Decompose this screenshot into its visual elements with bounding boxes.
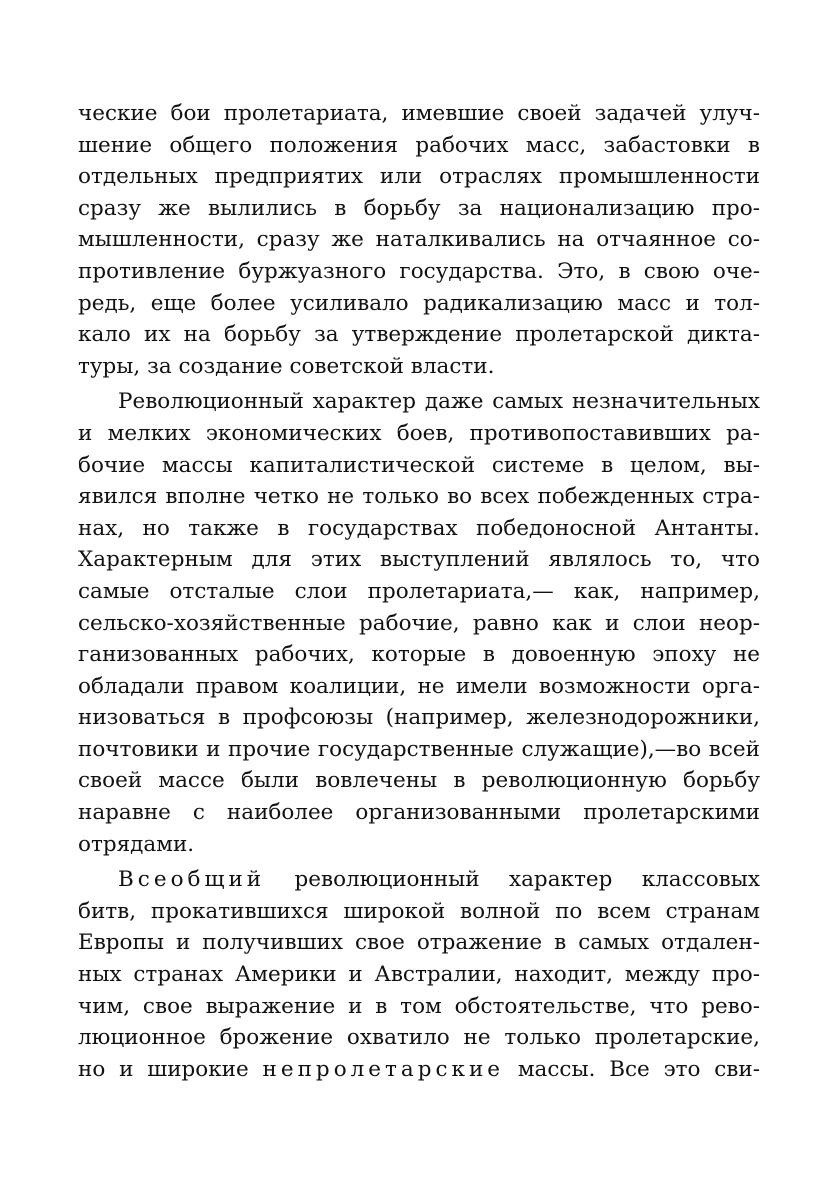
text-line: самые отсталые слои пролетариата,— как, например, [78,578,760,604]
text-line [78,1054,760,1086]
text-line: люционное брожение охватило не только пролетарские, [78,1025,760,1051]
text-line: Революционный характер даже самых незначительных [118,389,760,415]
text-line: туры, за создание советской власти. [78,353,495,379]
emphasized-word: Всеобщий [118,867,266,893]
text-line: нах, но также в государствах победоносной Антанты. [78,515,760,541]
text-line: ческие бои пролетариата, имевшие своей задачей улуч- [78,101,760,126]
text-line: Характерным для этих выступлений являлось то, что [78,547,760,573]
text-line: явился вполне четко не только во всех побежденных стра- [78,484,760,510]
text-line: противление буржуазного государства. Это, в свою оче- [78,258,760,284]
text-line: бочие массы капиталистической системе в целом, вы- [78,452,760,478]
text-line: обладали правом коалиции, не имели возможности орга- [78,673,760,699]
paragraph-3 [78,864,760,1085]
text-line [78,864,760,896]
text-line: и мелких экономических боев, противопоставивших ра- [78,420,760,446]
text-fragment: революционный характер классовых [265,867,760,893]
text-fragment: массы. Все это сви- [504,1056,760,1082]
text-line: кало их на борьбу за утверждение пролетарской дикта- [78,322,760,348]
text-line: сразу же вылились в борьбу за национализацию про- [78,195,760,221]
body-text [78,98,760,1085]
text-fragment: но и широкие [78,1056,263,1082]
text-line: битв, прокатившихся широкой волной по всем странам [78,898,760,924]
text-line: ных странах Америки и Австралии, находит, между про- [78,962,760,988]
text-line: чим, свое выражение и в том обстоятельстве, что рево- [78,993,760,1019]
paragraph-2 [78,386,760,860]
text-line: наравне с наиболее организованными пролетарскими [78,800,760,826]
text-line: отрядами. [78,831,195,857]
text-line: сельско-хозяйственные рабочие, равно как и слои неор- [78,610,760,636]
text-line: своей массе были вовлечены в революционную борьбу [78,768,760,794]
text-line: почтовики и прочие государственные служащие),—во всей [78,736,760,762]
text-line: отдельных предприятих или отраслях промышленности [78,164,760,190]
text-line: ганизованных рабочих, которые в довоенную эпоху не [78,642,760,668]
emphasized-word: непролетарские [262,1056,505,1082]
text-line: мышленности, сразу же наталкивались на отчаянное со- [78,227,760,253]
text-line: шение общего положения рабочих масс, забастовки в [78,132,760,158]
paragraph-1 [78,98,760,382]
text-line: Европы и получивших свое отражение в самых отдален- [78,930,760,956]
text-line: редь, еще более усиливало радикализацию масс и тол- [78,290,760,316]
text-line: низоваться в профсоюзы (например, железнодорожники, [78,705,760,731]
